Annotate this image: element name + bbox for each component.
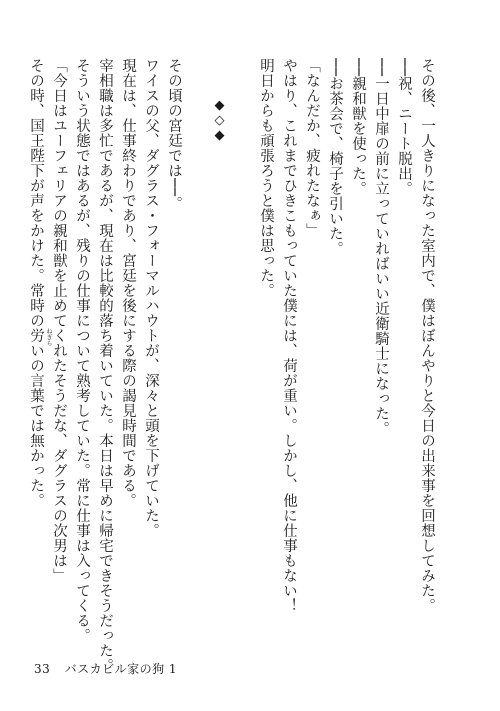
- text-line-3: ──一日中扉の前に立っていればいい近衛騎士になった。: [373, 58, 389, 437]
- blank-line: [231, 58, 254, 638]
- text-line-8: 明日からも頑張ろうと僕は思った。: [258, 58, 274, 298]
- book-title: バスカビル家の狗 1: [64, 662, 178, 676]
- page-number: 33: [34, 662, 51, 676]
- text-line-15-before: その時、国王陛下が声をかけた。常時の: [28, 58, 44, 328]
- text-line-1: その後、一人きりになった室内で、僕はぼんやりと今日の出来事を回想してみた。: [419, 58, 435, 613]
- text-line-13: そういう状態ではあるが、残りの仕事について熟考していた。常に仕事は入ってくる。: [74, 58, 90, 643]
- ruby-annotated-word: [28, 328, 52, 346]
- text-line-5: ──お茶会で、椅子を引いた。: [327, 58, 343, 257]
- blank-line: [185, 58, 208, 638]
- text-line-11: 現在は、仕事終わりであり、宮廷を後にする際の謁見時間である。: [120, 58, 136, 508]
- section-break-diamonds: ◆◇◆: [212, 98, 227, 143]
- text-line-15-after: いの言葉では無かった。: [28, 343, 44, 508]
- text-line-9: その頃の宮廷では──。: [166, 58, 182, 212]
- text-line-7: やはり、これまでひきこもっていた僕には、荷が重い。しかし、他に仕事もない！: [281, 58, 297, 613]
- text-line-4: ──親和獣を使った。: [350, 58, 366, 197]
- text-line-6: 「なんだか、疲れたなぁ」: [304, 58, 320, 238]
- text-line-2: ──祝、ニート脱出。: [396, 58, 412, 197]
- page-footer: [34, 660, 177, 677]
- text-line-14: 「今日はユーフェリアの親和獣を止めてくれたそうだな、ダグラスの次男は」: [51, 58, 67, 583]
- ruby-reading: ねぎら: [45, 328, 52, 346]
- text-line-12: 宰相職は多忙であるが、現在は比較的落ち着いていた。本日は早めに帰宅できそうだった。: [97, 58, 113, 673]
- text-line-15: [24, 58, 52, 638]
- ruby-base: 労: [28, 328, 44, 343]
- text-line-10: ワイスの父、ダグラス・フォーマルハウトが、深々と頭を下げていた。: [143, 58, 159, 538]
